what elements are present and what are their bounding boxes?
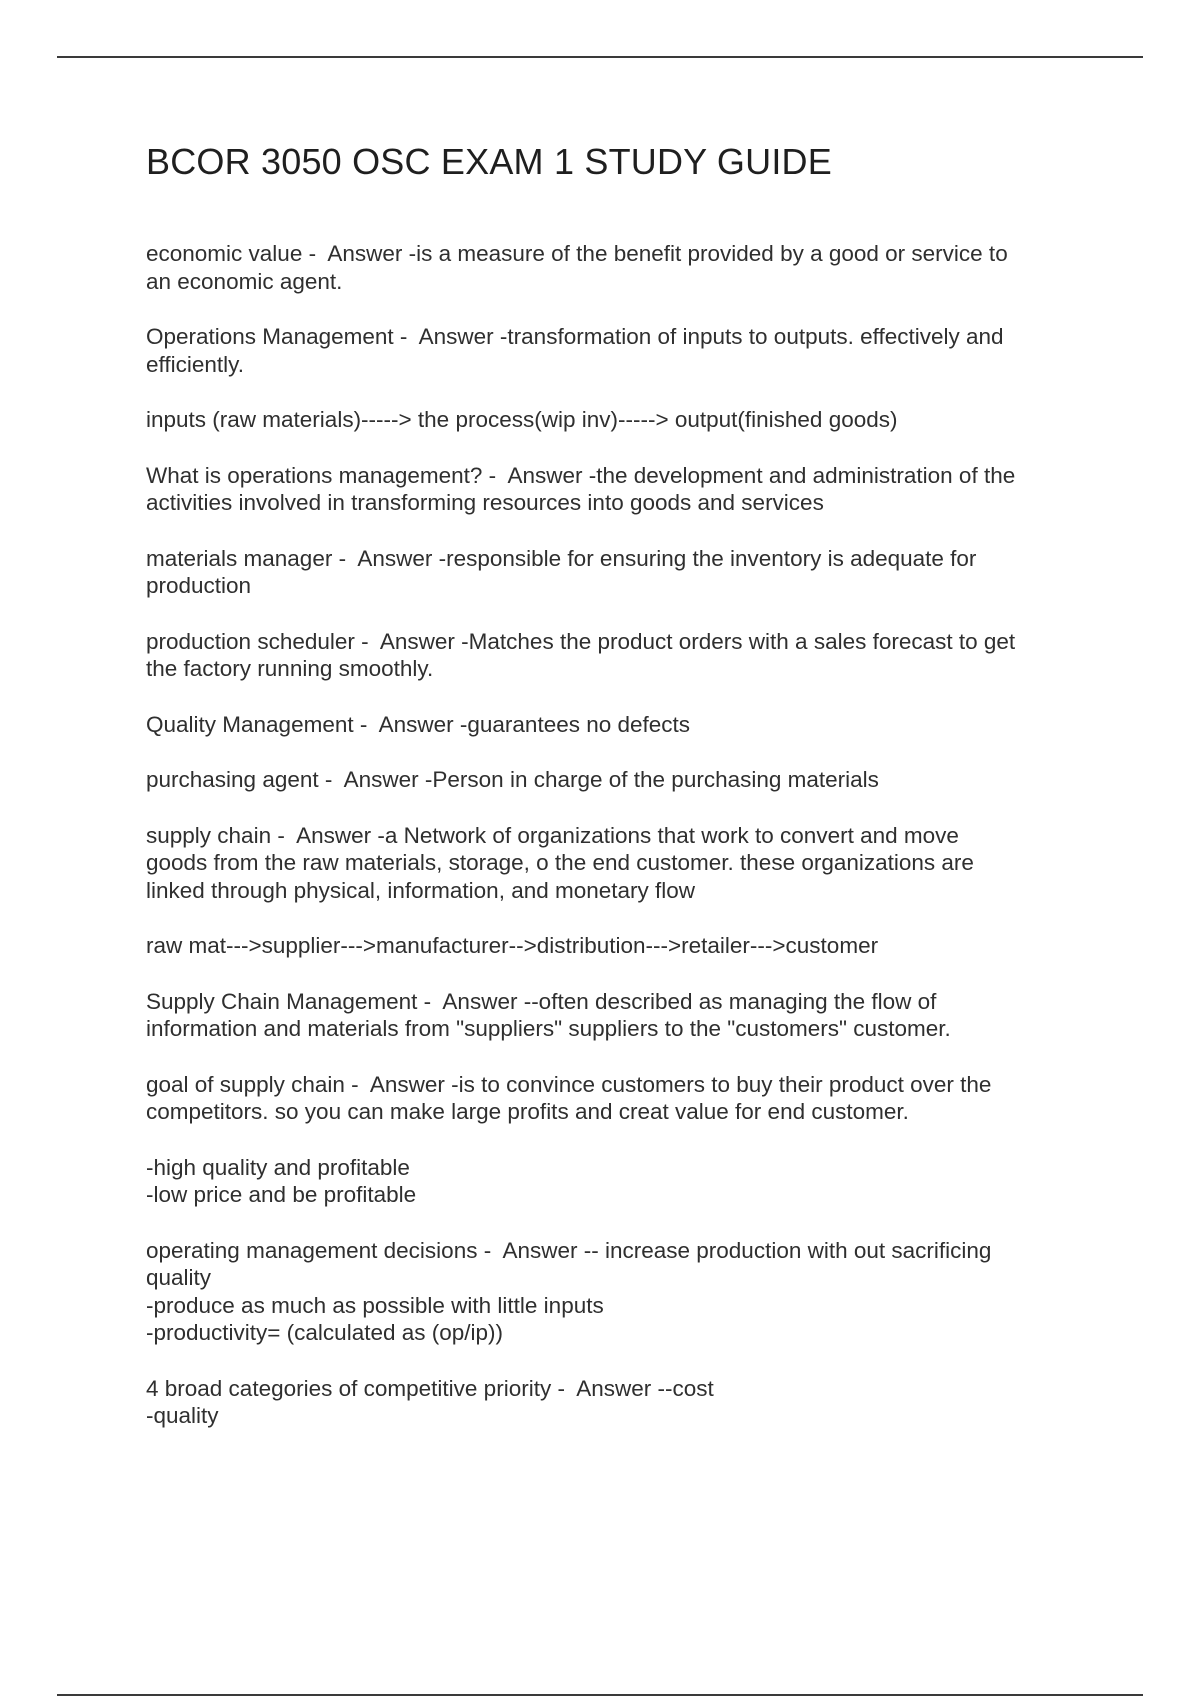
study-entry — [146, 766, 1106, 794]
study-entry — [146, 822, 1106, 905]
entry-list — [146, 240, 1106, 1430]
entry-line: production — [146, 573, 252, 598]
entry-line: production scheduler - Answer -Matches the product orders with a sales forecast to get — [146, 628, 1016, 654]
study-entry — [146, 711, 1106, 739]
entry-line: purchasing agent - Answer -Person in charge of the purchasing materials — [146, 767, 879, 792]
bottom-divider — [57, 1694, 1143, 1696]
study-entry — [146, 1154, 1106, 1209]
entry-line: -produce as much as possible with little inputs — [146, 1292, 604, 1318]
entry-line: -productivity= (calculated as (op/ip)) — [146, 1320, 504, 1345]
entry-line: -low price and be profitable — [146, 1182, 417, 1207]
entry-line: inputs (raw materials)-----> the process(wip inv)-----> output(finished goods) — [146, 407, 898, 432]
study-entry — [146, 628, 1106, 683]
entry-line: linked through physical, information, and monetary flow — [146, 877, 696, 903]
entry-line: materials manager - Answer -responsible for ensuring the inventory is adequate for — [146, 545, 977, 571]
entry-line: competitors. so you can make large profits and creat value for end customer. — [146, 1099, 909, 1124]
entry-line: 4 broad categories of competitive priority - Answer --cost — [146, 1375, 714, 1401]
entry-line: the factory running smoothly. — [146, 656, 434, 681]
study-entry — [146, 1071, 1106, 1126]
study-entry — [146, 406, 1106, 434]
entry-line: quality — [146, 1265, 212, 1290]
entry-line: Supply Chain Management - Answer --often described as managing the flow of — [146, 988, 937, 1014]
entry-line: -high quality and profitable — [146, 1154, 410, 1180]
study-entry — [146, 1375, 1106, 1430]
entry-line: operating management decisions - Answer -- increase production with out sacrificing — [146, 1237, 992, 1263]
entry-line: economic value - Answer -is a measure of the benefit provided by a good or service to — [146, 241, 1008, 266]
entry-line: efficiently. — [146, 351, 244, 377]
top-divider — [57, 56, 1143, 58]
study-entry — [146, 932, 1106, 960]
entry-line: supply chain - Answer -a Network of organizations that work to convert and move — [146, 822, 959, 848]
entry-line: an economic agent. — [146, 268, 343, 294]
study-entry — [146, 323, 1106, 378]
entry-line: raw mat--->supplier--->manufacturer-->distribution--->retailer--->customer — [146, 933, 879, 958]
entry-line: Quality Management - Answer -guarantees no defects — [146, 711, 691, 737]
study-entry — [146, 462, 1106, 517]
entry-line: What is operations management? - Answer -the development and administration of the — [146, 462, 1016, 488]
entry-line: activities involved in transforming resources into goods and services — [146, 490, 824, 515]
study-entry — [146, 240, 1106, 295]
entry-line: information and materials from "suppliers" suppliers to the "customers" customer. — [146, 1016, 951, 1041]
study-entry — [146, 988, 1106, 1043]
page-title: BCOR 3050 OSC EXAM 1 STUDY GUIDE — [146, 141, 832, 182]
study-entry — [146, 1237, 1106, 1347]
entry-line: -quality — [146, 1403, 219, 1428]
document-body — [146, 140, 1106, 1458]
entry-line: Operations Management - Answer -transformation of inputs to outputs. effectively and — [146, 324, 1004, 349]
entry-line: goal of supply chain - Answer -is to convince customers to buy their product over the — [146, 1071, 992, 1097]
entry-line: goods from the raw materials, storage, o the end customer. these organizations are — [146, 850, 974, 875]
study-entry — [146, 545, 1106, 600]
